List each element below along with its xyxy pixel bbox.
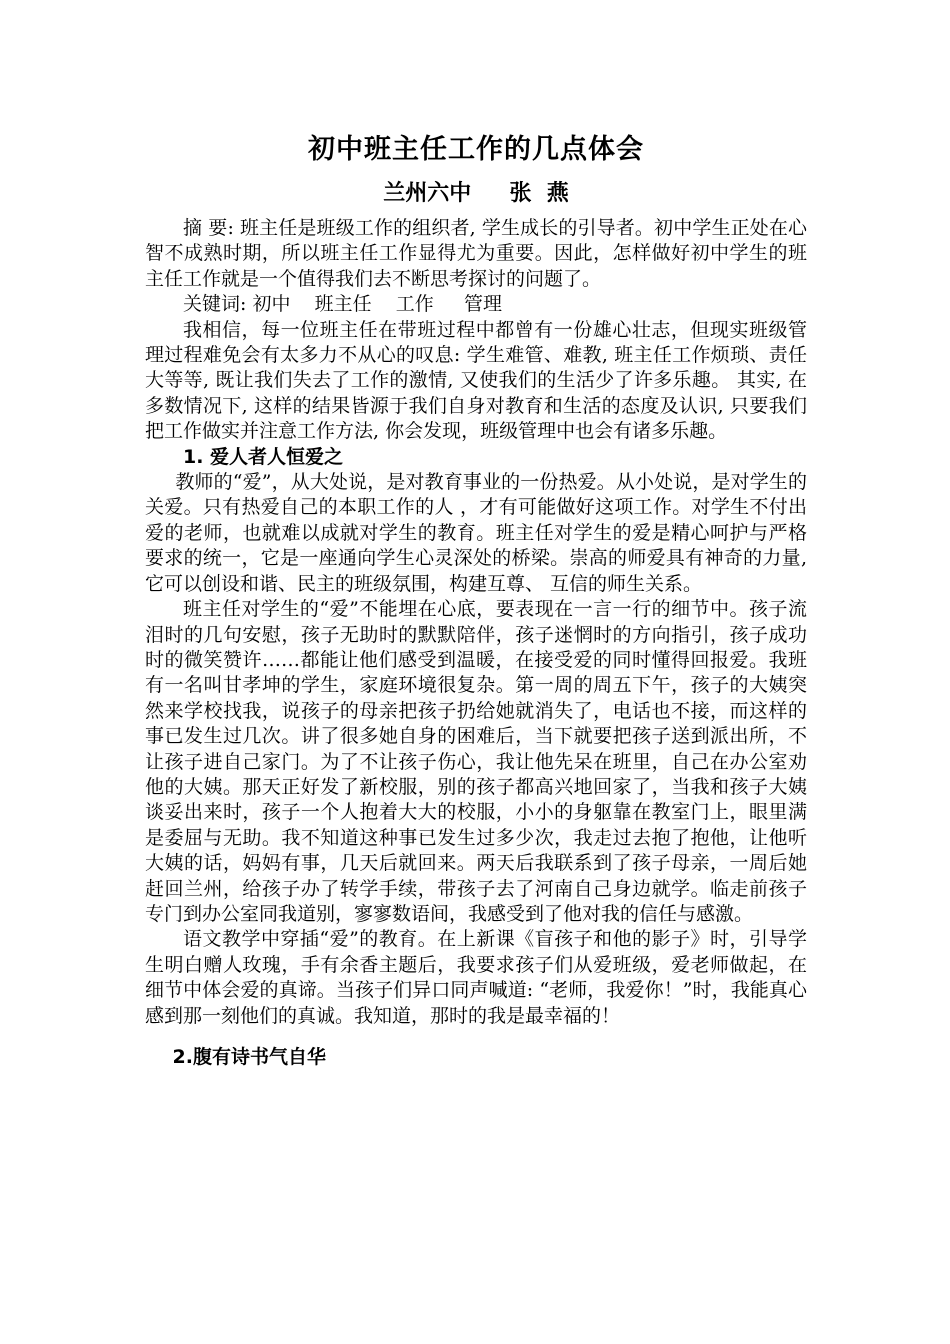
abstract-paragraph: 摘 要: 班主任是班级工作的组织者, 学生成长的引导者。初中学生正处在心智不成熟时期，所以班主任工作显得尤为重要。因此，怎样做好初中学生的班主任工作就是一个值得我们去不断思考探讨的问题了。 (145, 217, 807, 290)
section1-paragraph-2: 班主任对学生的“爱”不能埋在心底，要表现在一言一行的细节中。孩子流泪时的几句安慰，孩子无助时的默默陪伴，孩子迷惘时的方向指引，孩子成功时的微笑赞许……都能让他们感受到温暖，在接受爱的同时懂得回报爱。我班有一名叫甘孝坤的学生，家庭环境很复杂。第一周的周五下午，孩子的大姨突然来学校找我，说孩子的母亲把孩子扔给她就消失了，电话也不接，而这样的事已发生过几次。讲了很多她自身的困难后，当下就要把孩子送到派出所，不让孩子进自己家门。为了不让孩子伤心，我让他先呆在班里，自己在办公室劝他的大姨。那天正好发了新校服，别的孩子都高兴地回家了，当我和孩子大姨谈妥出来时，孩子一个人抱着大大的校服，小小的身躯靠在教室门上，眼里满是委屈与无助。我不知道这种事已发生过多少次，我走过去抱了抱他，让他听大姨的话，妈妈有事，几天后就回来。两天后我联系到了孩子母亲，一周后她赶回兰州，给孩子办了转学手续，带孩子去了河南自己身边就学。临走前孩子专门到办公室同我道别，寥寥数语间，我感受到了他对我的信任与感激。 (145, 598, 807, 925)
document-title: 初中班主任工作的几点体会 (308, 134, 644, 165)
section1-paragraph-3: 语文教学中穿插“爱”的教育。在上新课《盲孩子和他的影子》时，引导学生明白赠人玫瑰，手有余香主题后，我要求孩子们从爱班级，爱老师做起，在细节中体会爱的真谛。当孩子们异口同声喊道: “老师，我爱你！”时，我能真心感到那一刻他们的真诚。我知道，那时的我是最幸福的！ (145, 928, 807, 1027)
document-page (145, 130, 807, 1070)
intro-paragraph: 我相信，每一位班主任在带班过程中都曾有一份雄心壮志，但现实班级管理过程难免会有太多力不从心的叹息: 学生难管、难教, 班主任工作烦琐、责任大等等, 既让我们失去了工作的激情, 又使我们的生活少了许多乐趣。 其实, 在多数情况下, 这样的结果皆源于我们自身对教育和生活的态度及认识, 只要我们把工作做实并注意工作方法, 你会发现，班级管理中也会有诸多乐趣。 (145, 318, 807, 443)
section1-paragraph-1: 教师的“爱”，从大处说，是对教育事业的一份热爱。从小处说，是对学生的关爱。只有热爱自己的本职工作的人 ，才有可能做好这项工作。对学生不付出爱的老师，也就难以成就对学生的教育。班主任对学生的爱是精心呵护与严格要求的统一，它是一座通向学生心灵深处的桥梁。崇高的师爱具有神奇的力量, 它可以创设和谐、民主的班级氛围，构建互尊、 互信的师生关系。 (145, 471, 807, 595)
keywords-line: 关键词: 初中 班主任 工作 管理 (183, 293, 502, 316)
section-heading-2: 2.腹有诗书气自华 (172, 1046, 326, 1068)
author-line: 兰州六中 张 燕 (383, 181, 569, 206)
section-heading-1: 1. 爱人者人恒爱之 (183, 445, 344, 468)
